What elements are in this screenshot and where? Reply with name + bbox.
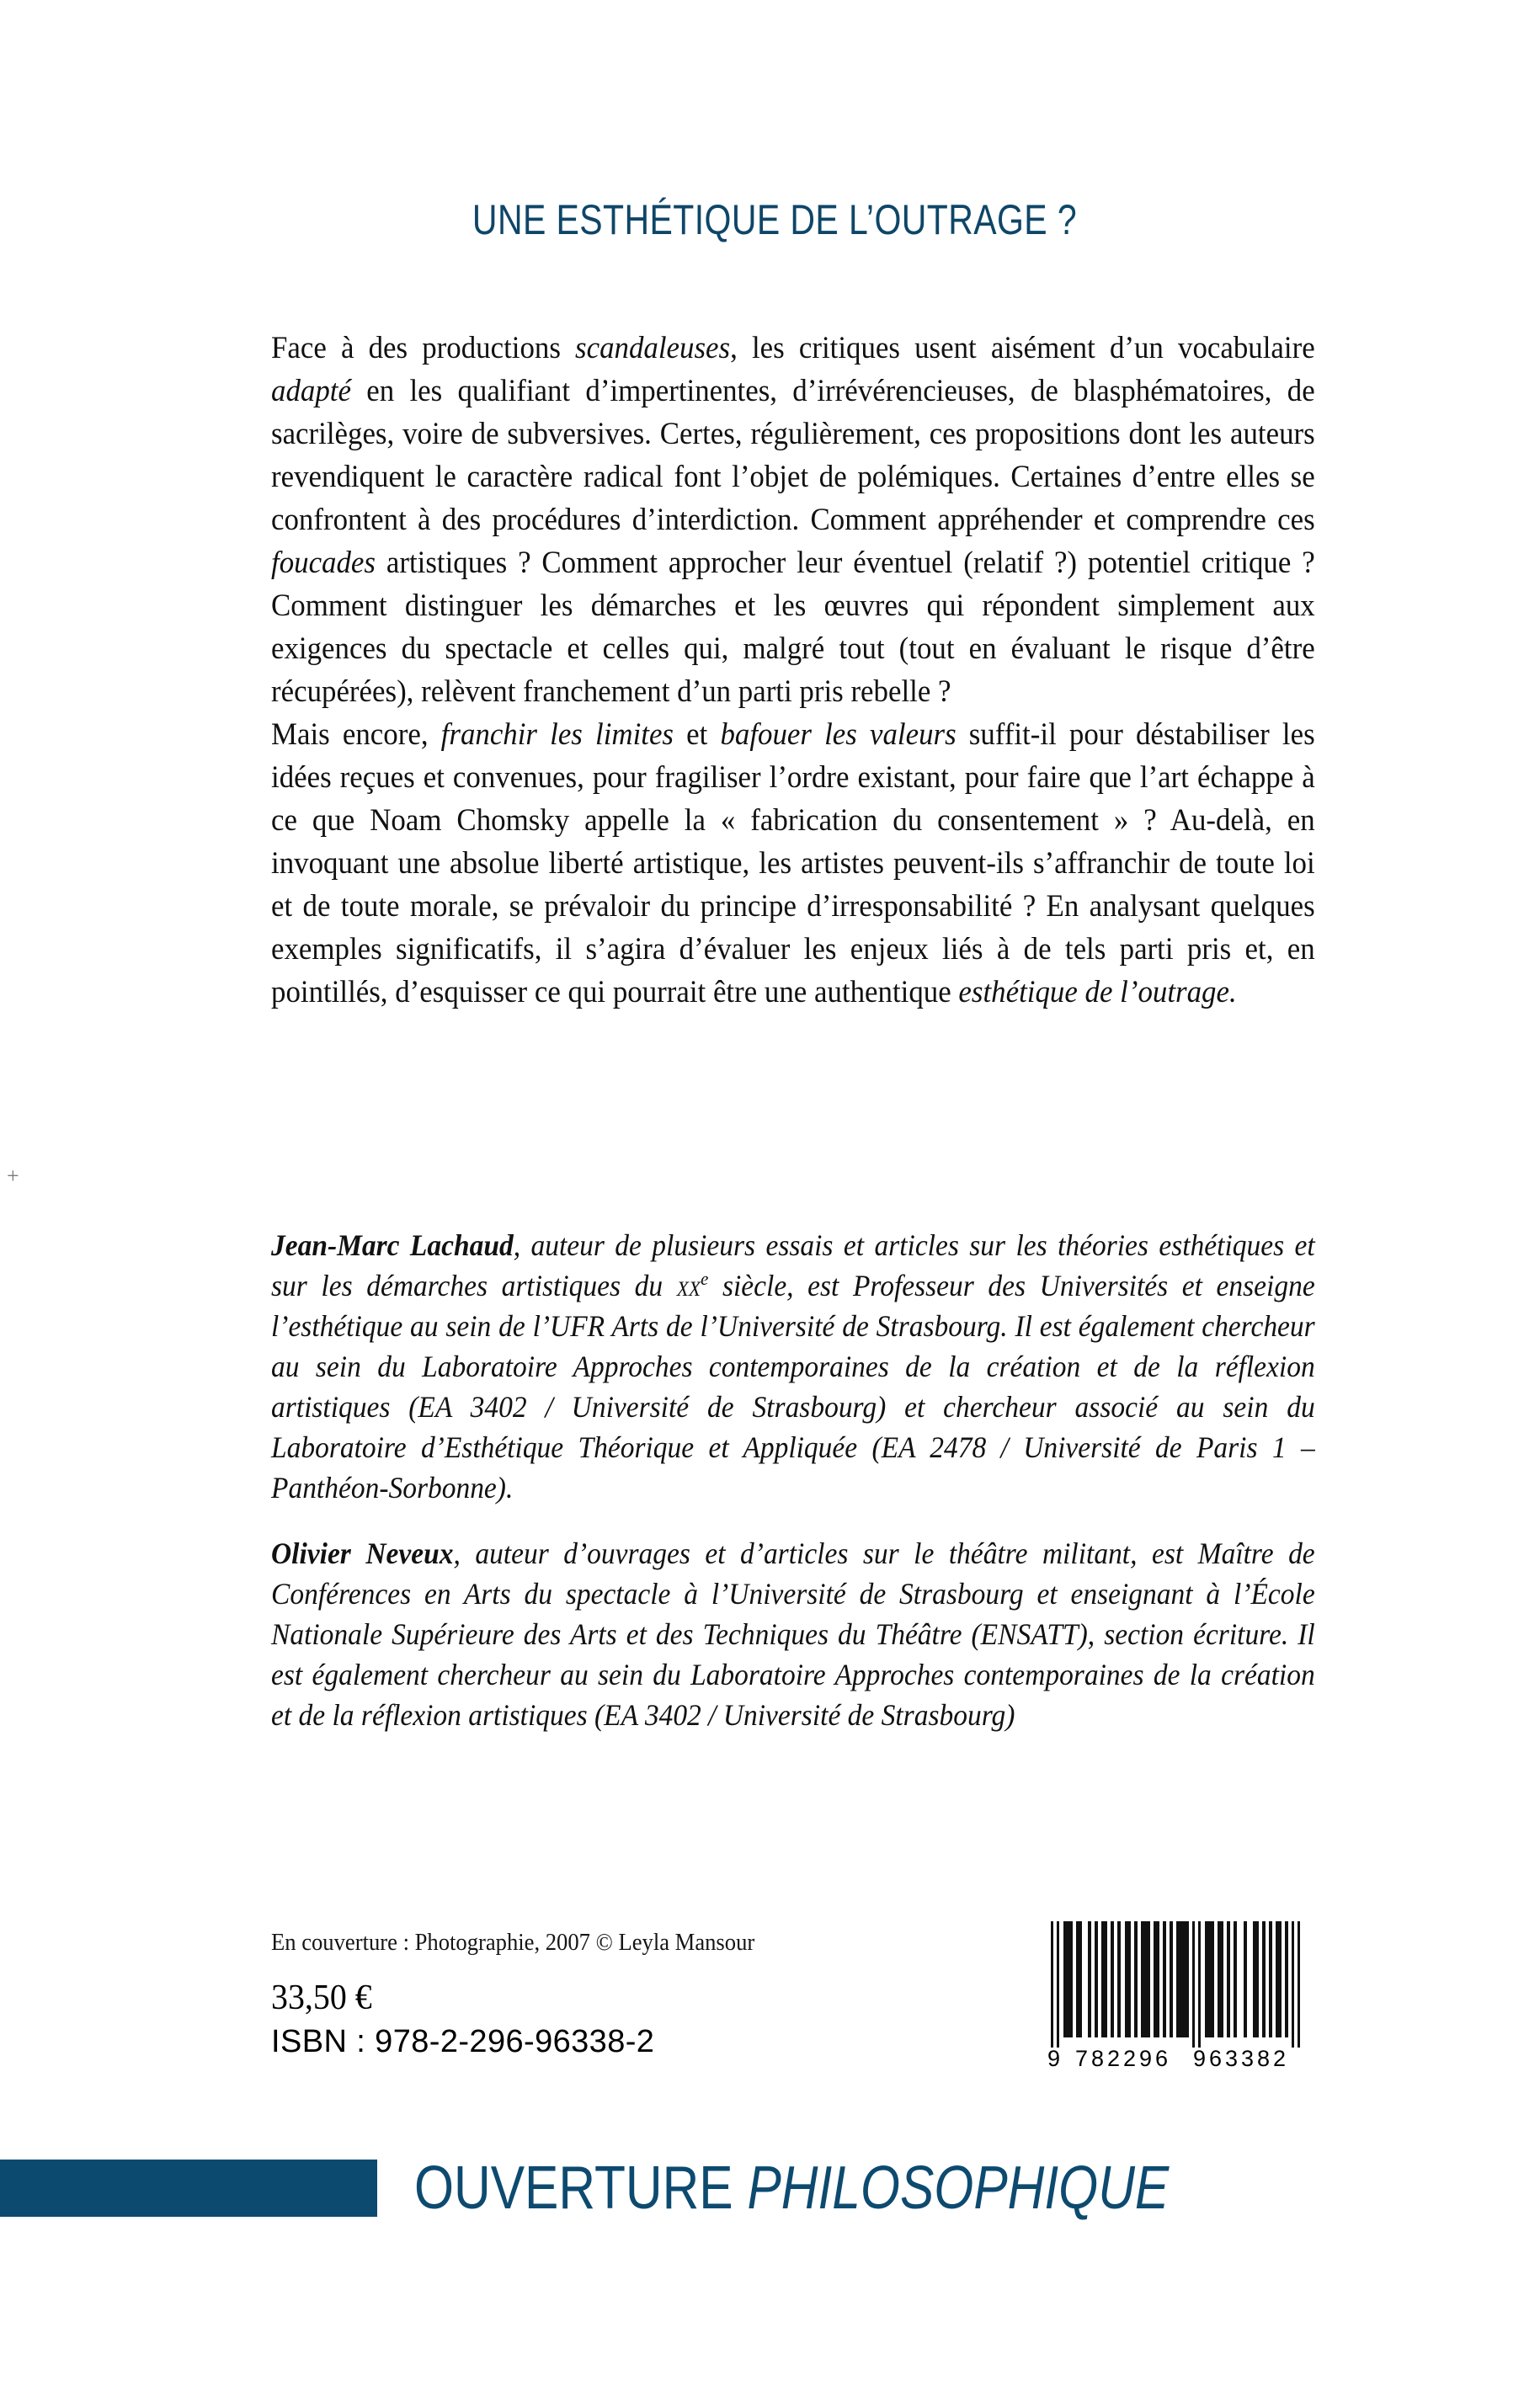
blurb-paragraph-1: Face à des productions scandaleuses, les critiques usent aisément d’un vocabulaire adapté en les qualifiant d’impertinentes, d’irrévérencieuses, de blasphématoires, de sacrilèges, voire de subversives. Certes, régulièrement, ces propositions dont les auteurs revendiquent le caractère radical font l’objet de polémiques. Certaines d’entre elles se confrontent à des procédures d’interdiction. Comment appréhender et comprendre ces foucades artistiques ? Comment approcher leur éventuel (relatif ?) potentiel critique ? Comment distinguer les démarches et les œuvres qui répondent simplement aux exigences du spectacle et celles qui, malgré tout (tout en évaluant le risque d’être récupérées), relèvent franchement d’un parti pris rebelle ?: [271, 331, 1315, 709]
price-label: 33,50 €: [271, 1979, 372, 2017]
collection-name-part-2: PHILOSOPHIQUE: [747, 2154, 1170, 2222]
isbn-label: ISBN : 978-2-296-96338-2: [271, 2024, 655, 2059]
author-bios-section: [271, 1225, 1315, 1735]
colophon-section: [271, 1928, 1029, 2063]
barcode-lead-digit: 9: [1047, 2046, 1062, 2071]
barcode-digits: [1047, 2046, 1300, 2072]
blurb-paragraph-2: Mais encore, franchir les limites et bafouer les valeurs suffit-il pour déstabiliser les idées reçues et convenues, pour fragiliser l’ordre existant, pour faire que l’art échappe à ce que Noam Chomsky appelle la « fabrication du consentement » ? Au-delà, en invoquant une absolue liberté artistique, les artistes peuvent-ils s’affranchir de toute loi et de toute morale, se prévaloir du principe d’irresponsabilité ? En analysant quelques exemples significatifs, il s’agira d’évaluer les enjeux liés à de tels parti pris et, en pointillés, d’esquisser ce qui pourrait être une authentique esthétique de l’outrage.: [271, 717, 1315, 1009]
barcode-left-group: 782296: [1074, 2046, 1172, 2071]
collection-name: [414, 2148, 1169, 2229]
author-bio-lachaud: Jean-Marc Lachaud, auteur de plusieurs essais et articles sur les théories esthétiques et sur les démarches artistiques du $xx^e$ siècle, est Professeur des Universités et enseigne l’esthétique au sein de l’UFR Arts de l’Université de Strasbourg. Il est également chercheur au sein du Laboratoire Approches contemporaines de la création et de la réflexion artistiques (EA 3402 / Université de Strasbourg) et chercheur associé au sein du Laboratoire d’Esthétique Théorique et Appliquée (EA 2478 / Université de Paris 1 – Panthéon-Sorbonne).: [271, 1228, 1315, 1505]
scan-edge-mark: +: [7, 1164, 19, 1188]
barcode-bars-icon: [1047, 1921, 1300, 2048]
cover-photo-credit: En couverture : Photographie, 2007 © Leyla Mansour: [271, 1930, 755, 1956]
blurb-section: [271, 327, 1315, 1014]
page-title: UNE ESTHÉTIQUE DE L’OUTRAGE ?: [472, 196, 1078, 243]
collection-footer: [0, 2154, 1540, 2261]
ean13-barcode: [1047, 1921, 1300, 2072]
author-bio-neveux: Olivier Neveux, auteur d’ouvrages et d’articles sur le théâtre militant, est Maître de Conférences en Arts du spectacle à l’Université de Strasbourg et enseignant à l’École Nationale Supérieure des Arts et des Techniques du Théâtre (ENSATT), section écriture. Il est également chercheur au sein du Laboratoire Approches contemporaines de la création et de la réflexion artistiques (EA 3402 / Université de Strasbourg): [271, 1537, 1315, 1732]
collection-name-part-1: OUVERTURE: [414, 2154, 733, 2222]
barcode-right-group: 963382: [1192, 2046, 1290, 2071]
footer-navy-block: [0, 2160, 377, 2217]
